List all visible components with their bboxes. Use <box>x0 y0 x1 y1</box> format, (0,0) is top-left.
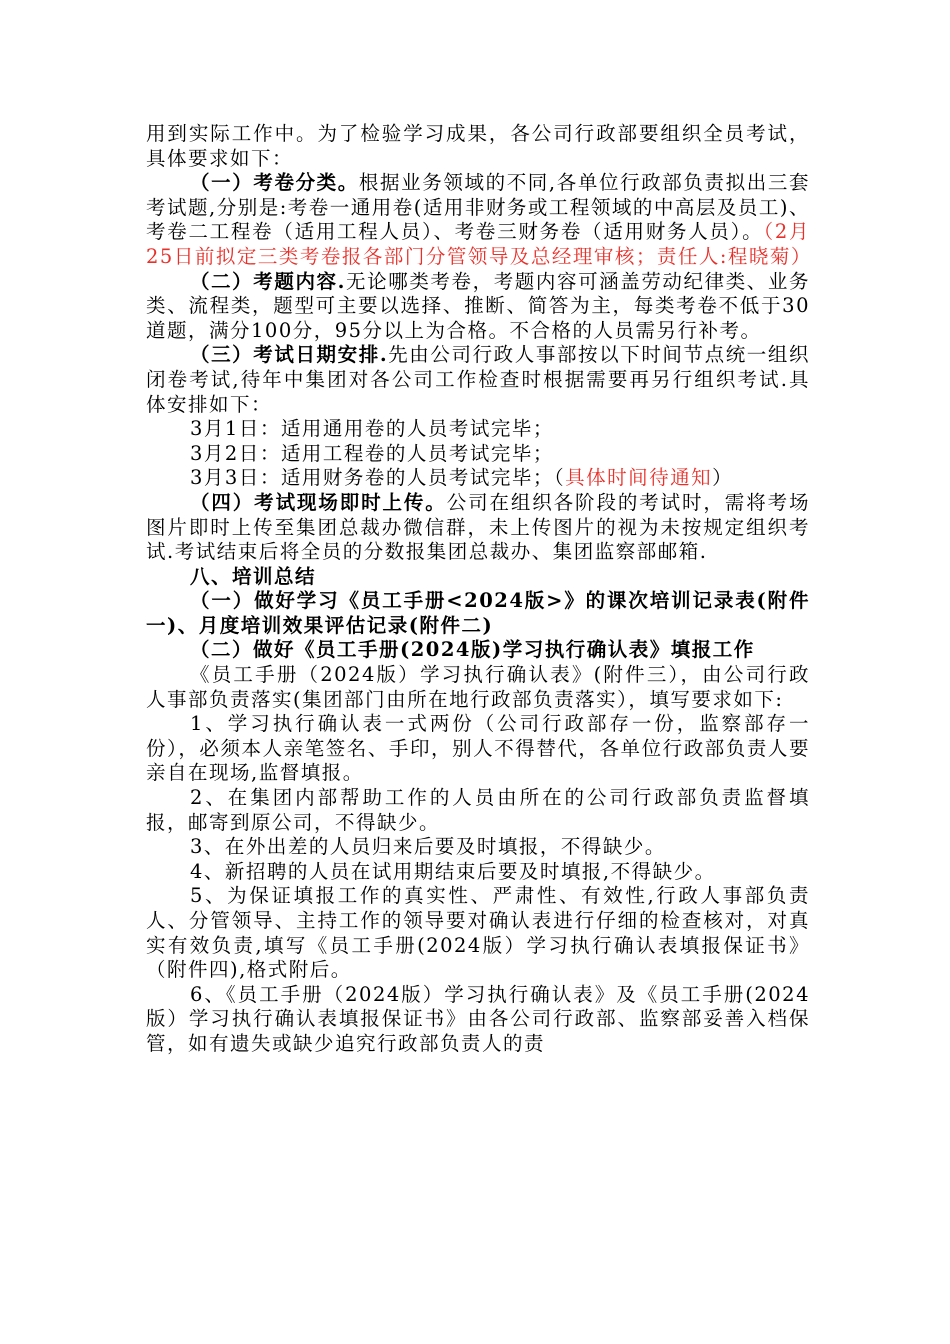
requirement-item-2: 2、在集团内部帮助工作的人员由所在的公司行政部负责监督填报，邮寄到原公司，不得缺少。 <box>146 786 810 834</box>
heading-exam-upload: （四）考试现场即时上传。 <box>190 490 447 514</box>
requirement-item-4: 4、新招聘的人员在试用期结束后要及时填报,不得缺少。 <box>190 859 716 883</box>
paragraph-confirmation-intro: 《员工手册（2024版）学习执行确认表》(附件三），由公司行政人事部负责落实(集团部门由所在地行政部负责落实），填写要求如下: <box>146 663 810 711</box>
document-body <box>146 122 810 1057</box>
schedule-item-march-3-text: 3月3日：适用财务卷的人员考试完毕；（ <box>190 466 566 490</box>
schedule-item-march-3 <box>146 466 810 491</box>
exam-upload-body: 公司在组织各阶段的考试时，需将考场图片即时上传至集团总裁办微信群，未上传图片的视为未按规定组织考试.考试结束后将全员的分数报集团总裁办、集团监察部邮箱. <box>146 490 810 564</box>
heading-exam-schedule: （三）考试日期安排. <box>190 343 389 367</box>
paragraph-exam-schedule <box>146 343 810 417</box>
subheading-confirmation-form: （二）做好《员工手册(2024版)学习执行确认表》填报工作 <box>190 638 755 662</box>
section-heading-training-summary: 八、培训总结 <box>190 564 317 588</box>
exam-schedule-body: 先由公司行政人事部按以下时间节点统一组织闭卷考试,待年中集团对各公司工作检查时根据需要再另行组织考试.具体安排如下： <box>146 343 810 416</box>
schedule-time-tbd-note: 具体时间待通知 <box>565 466 713 490</box>
schedule-item-march-1: 3月1日：适用通用卷的人员考试完毕； <box>190 417 554 441</box>
exam-category-deadline-note: （2月25日前拟定三类考卷报各部门分管领导及总经理审核；责任人:程晓菊） <box>146 220 812 268</box>
paragraph-exam-content <box>146 270 810 344</box>
requirement-item-6: 6、《员工手册（2024版）学习执行确认表》及《员工手册(2024版）学习执行确认表填报保证书》由各公司行政部、监察部妥善入档保管，如有遗失或缺少追究行政部负责人的责 <box>146 982 810 1055</box>
requirement-item-1: 1、学习执行确认表一式两份（公司行政部存一份，监察部存一份），必须本人亲笔签名、手印，别人不得替代，各单位行政部负责人要亲自在现场,监督填报。 <box>146 712 810 785</box>
exam-category-body: 根据业务领域的不同,各单位行政部负责拟出三套考试题,分别是:考卷一通用卷(适用非财务或工程领域的中高层及员工)、考卷二工程卷（适用工程人员）、考卷三财务卷（适用财务人员）。 <box>146 171 810 244</box>
heading-exam-content: （二）考题内容. <box>190 269 346 293</box>
subheading-training-records: （一）做好学习《员工手册<2024版>》的课次培训记录表(附件一)、月度培训效果评估记录(附件二) <box>146 589 810 637</box>
requirement-item-3: 3、在外出差的人员归来后要及时填报，不得缺少。 <box>190 835 666 859</box>
paragraph-exam-category <box>146 171 810 269</box>
requirement-item-5: 5、为保证填报工作的真实性、严肃性、有效性,行政人事部负责人、分管领导、主持工作的领导要对确认表进行仔细的检查核对，对真实有效负责,填写《员工手册(2024版）学习执行确认表填报保证书》（附件四),格式附后。 <box>146 884 810 982</box>
heading-exam-category: （一）考卷分类。 <box>190 171 359 195</box>
paragraph-intro <box>146 122 810 171</box>
paragraph-intro-text: 用到实际工作中。为了检验学习成果，各公司行政部要组织全员考试，具体要求如下： <box>146 122 810 170</box>
schedule-item-march-3-close: ） <box>712 466 734 490</box>
schedule-item-march-2: 3月2日：适用工程卷的人员考试完毕； <box>190 441 554 465</box>
exam-content-body: 无论哪类考卷，考题内容可涵盖劳动纪律类、业务类、流程类，题型可主要以选择、推断、简答为主，每类考卷不低于30道题，满分100分，95分以上为合格。不合格的人员需另行补考。 <box>146 269 810 342</box>
paragraph-exam-upload <box>146 491 810 565</box>
